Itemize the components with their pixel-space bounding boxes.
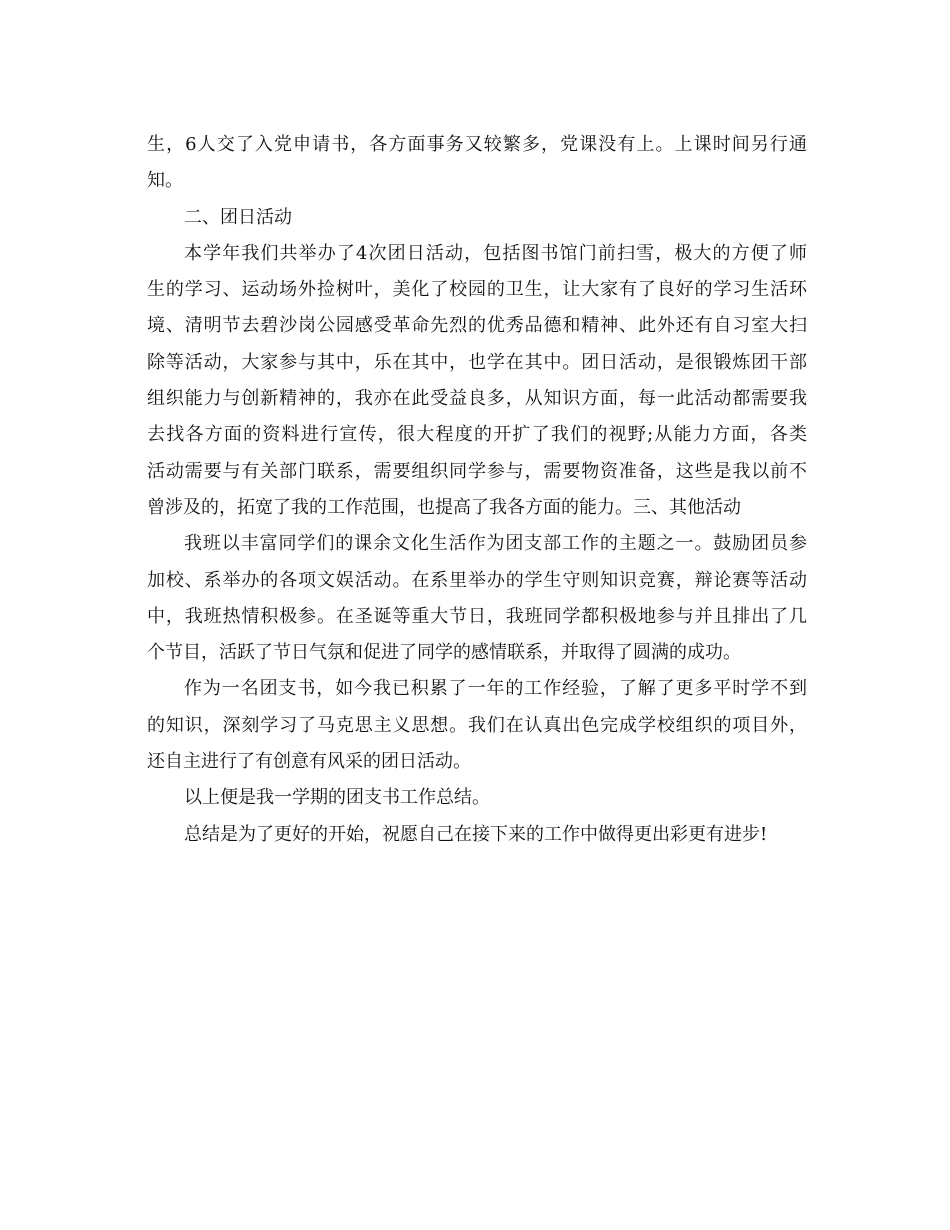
text-line: 作为一名团支书，如今我已积累了一年的工作经验，了解了更多平时学不到	[184, 678, 807, 700]
text-line: 除等活动，大家参与其中，乐在其中，也学在其中。团日活动，是很锻炼团干部	[147, 351, 807, 373]
text-line: 曾涉及的，拓宽了我的工作范围，也提高了我各方面的能力。三、其他活动	[147, 496, 741, 518]
text-line: 以上便是我一学期的团支书工作总结。	[184, 787, 490, 809]
text-line: 境、清明节去碧沙岗公园感受革命先烈的优秀品德和精神、此外还有自习室大扫	[147, 315, 807, 337]
text-line: 本学年我们共举办了4次团日活动，包括图书馆门前扫雪，极大的方便了师	[184, 242, 807, 264]
text-line: 活动需要与有关部门联系，需要组织同学参与，需要物资准备，这些是我以前不	[147, 460, 807, 482]
text-line: 生的学习、运动场外捡树叶，美化了校园的卫生，让大家有了良好的学习生活环	[147, 279, 807, 301]
text-line: 组织能力与创新精神的，我亦在此受益良多，从知识方面，每一此活动都需要我	[147, 388, 807, 410]
document-body	[147, 127, 807, 853]
text-line: 中，我班热情积极参。在圣诞等重大节日，我班同学都积极地参与并且排出了几	[147, 605, 807, 627]
text-line: 去找各方面的资料进行宣传，很大程度的开扩了我们的视野;从能力方面，各类	[147, 424, 807, 446]
text-line: 总结是为了更好的开始，祝愿自己在接下来的工作中做得更出彩更有进步!	[184, 823, 768, 845]
text-line: 知。	[147, 170, 183, 192]
section-heading: 二、团日活动	[184, 206, 292, 228]
text-line: 我班以丰富同学们的课余文化生活作为团支部工作的主题之一。鼓励团员参	[184, 533, 807, 555]
text-line: 个节目，活跃了节日气氛和促进了同学的感情联系，并取得了圆满的成功。	[147, 642, 741, 664]
text-line: 还自主进行了有创意有风采的团日活动。	[147, 751, 471, 773]
text-line: 生，6人交了入党申请书，各方面事务又较繁多，党课没有上。上课时间另行通	[147, 134, 807, 155]
text-line: 加校、系举办的各项文娱活动。在系里举办的学生守则知识竞赛，辩论赛等活动	[147, 569, 807, 591]
text-line: 的知识，深刻学习了马克思主义思想。我们在认真出色完成学校组织的项目外，	[147, 714, 807, 736]
